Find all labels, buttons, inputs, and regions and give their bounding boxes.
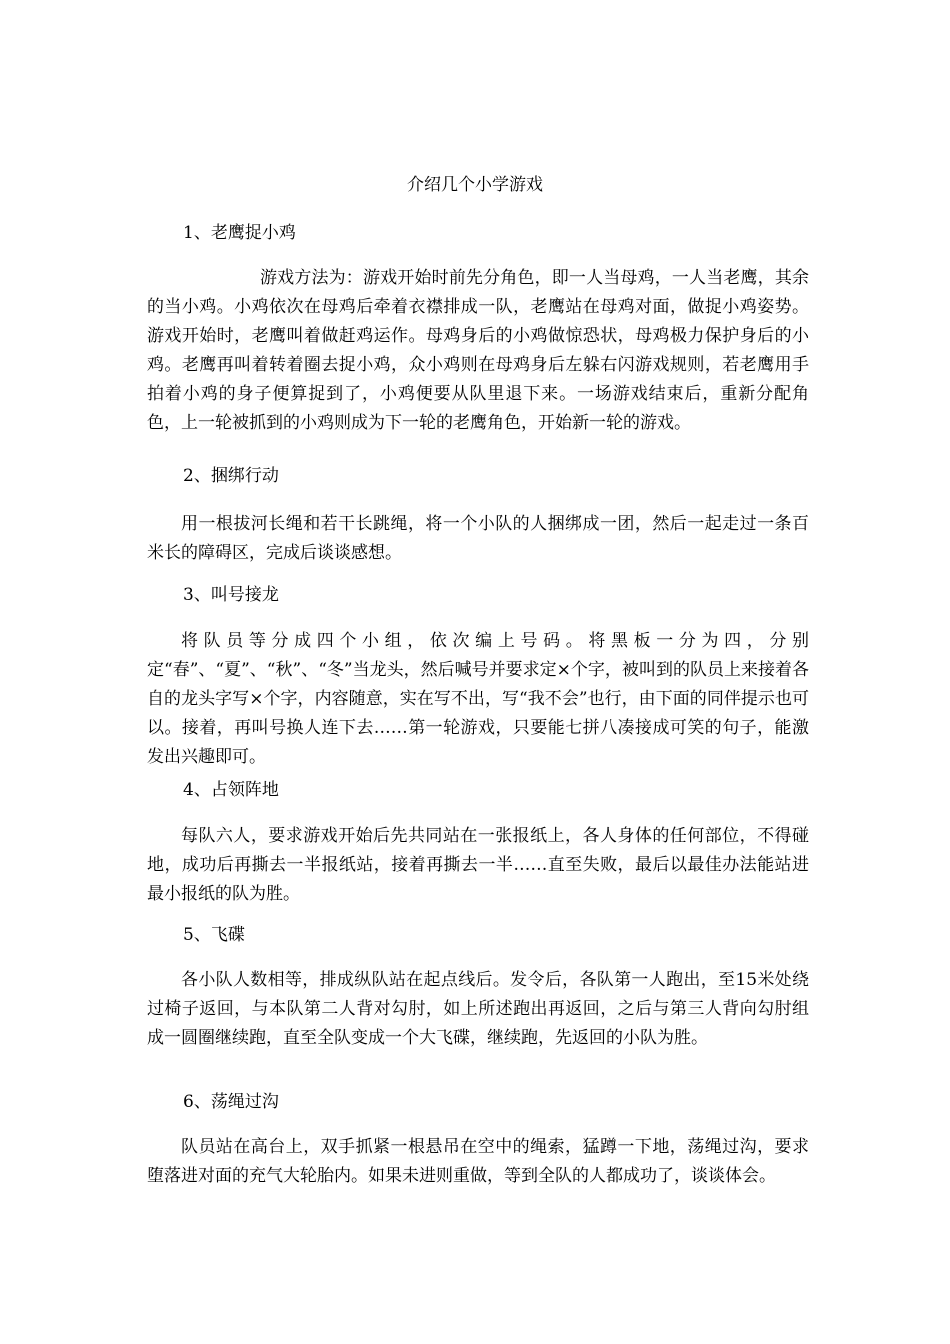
section-heading-6: 6、荡绳过沟	[183, 1092, 279, 1112]
section-body-3: 将队员等分成四个小组，依次编上号码。将黑板一分为四，分别定“春”、“夏”、“秋”、“冬”当龙头，然后喊号并要求定×个字，被叫到的队员上来接着各自的龙头字写×个字，内容随意，实在写不出，写“我不会”也行，由下面的同伴提示也可以。接着，再叫号换人连下去……第一轮游戏，只要能七拼八凑接成可笑的句子，能激发出兴趣即可。	[147, 631, 809, 767]
section-body-1: 游戏方法为：游戏开始时前先分角色，即一人当母鸡，一人当老鹰，其余的当小鸡。小鸡依次在母鸡后牵着衣襟排成一队，老鹰站在母鸡对面，做捉小鸡姿势。游戏开始时，老鹰叫着做赶鸡运作。母鸡身后的小鸡做惊恐状，母鸡极力保护身后的小鸡。老鹰再叫着转着圈去捉小鸡，众小鸡则在母鸡身后左躲右闪游戏规则，若老鹰用手拍着小鸡的身子便算捉到了，小鸡便要从队里退下来。一场游戏结束后，重新分配角色，上一轮被抓到的小鸡则成为下一轮的老鹰角色，开始新一轮的游戏。	[147, 268, 809, 433]
section-heading-3: 3、叫号接龙	[183, 585, 279, 605]
section-heading-1: 1、老鹰捉小鸡	[183, 223, 296, 243]
document-title: 介绍几个小学游戏	[407, 175, 543, 195]
section-heading-4: 4、占领阵地	[183, 780, 279, 800]
section-body-4: 每队六人，要求游戏开始后先共同站在一张报纸上，各人身体的任何部位，不得碰地，成功后再撕去一半报纸站，接着再撕去一半……直至失败，最后以最佳办法能站进最小报纸的队为胜。	[147, 826, 809, 904]
section-heading-2: 2、捆绑行动	[183, 466, 279, 486]
section-heading-5: 5、飞碟	[183, 925, 245, 945]
section-body-5: 各小队人数相等，排成纵队站在起点线后。发令后，各队第一人跑出，至15米处绕过椅子返回，与本队第二人背对勾肘，如上所述跑出再返回，之后与第三人背向勾肘组成一圆圈继续跑，直至全队变成一个大飞碟，继续跑，先返回的小队为胜。	[147, 970, 809, 1048]
section-body-6: 队员站在高台上，双手抓紧一根悬吊在空中的绳索，猛蹲一下地，荡绳过沟，要求堕落进对面的充气大轮胎内。如果未进则重做，等到全队的人都成功了，谈谈体会。	[147, 1137, 809, 1186]
section-body-2: 用一根拔河长绳和若干长跳绳，将一个小队的人捆绑成一团，然后一起走过一条百米长的障碍区，完成后谈谈感想。	[147, 514, 809, 563]
